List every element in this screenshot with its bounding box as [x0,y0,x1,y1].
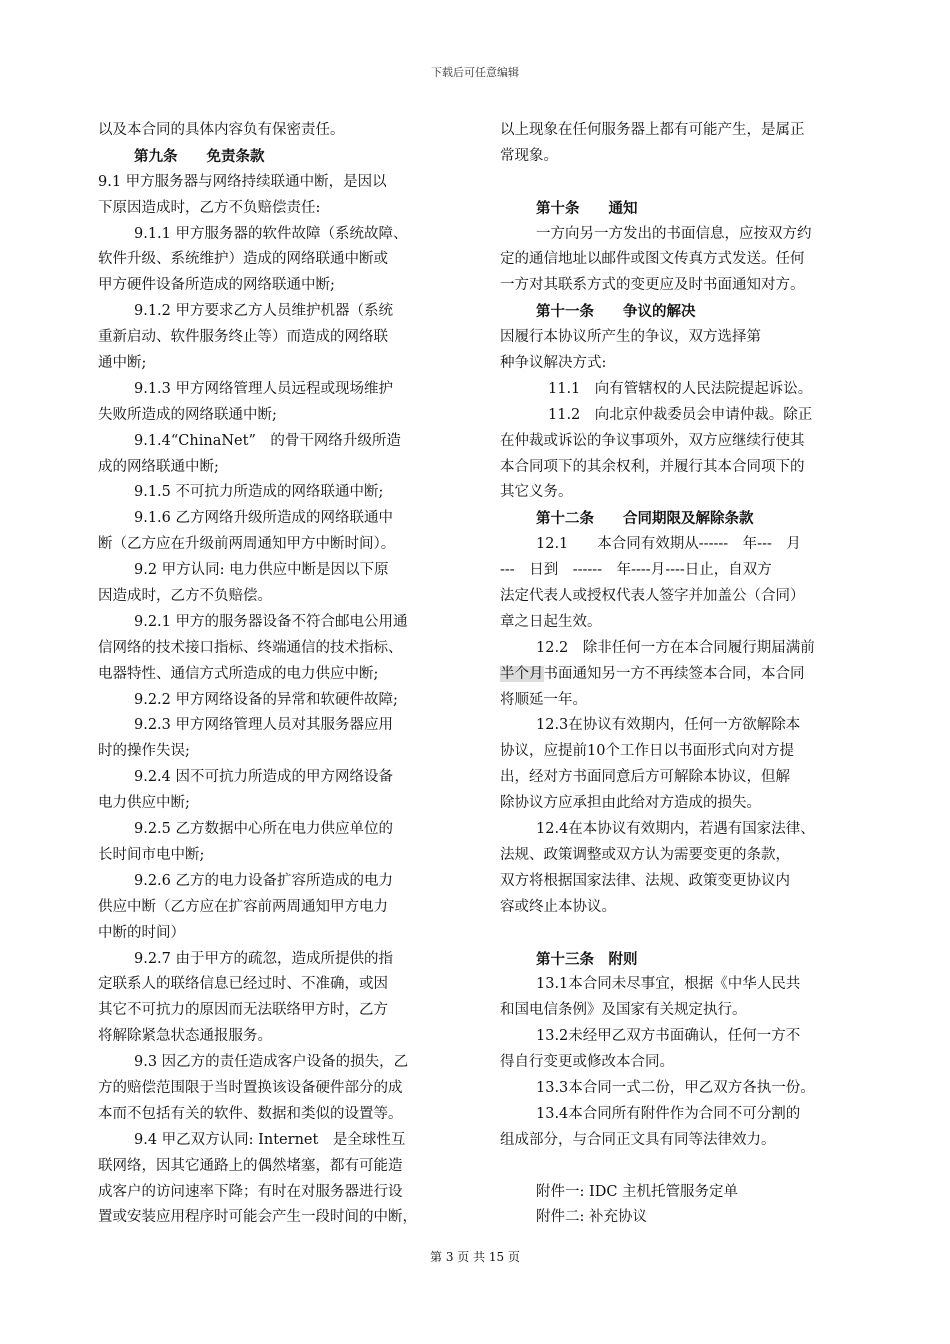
text-line: 12.3在协议有效期内，任何一方欲解除本 [536,717,801,734]
text-line: 中断的时间） [98,924,185,941]
text-line: 9.2.4 因不可抗力所造成的甲方网络设备 [134,769,394,786]
text-line: 9.1.1 甲方服务器的软件故障（系统故障、 [134,225,408,242]
section-heading: 第十三条 附则 [536,950,638,968]
text-line: 成客户的访问速率下降；有时在对服务器进行设 [98,1183,403,1200]
text-line: 双方将根据国家法律、法规、政策变更协议内 [500,872,790,889]
text-line: 联网络，因其它通路上的偶然堵塞，都有可能造 [98,1157,403,1174]
section-heading: 第九条 免责条款 [134,147,265,165]
text-line: 法定代表人或授权代表人签字并加盖公（合同） [500,588,805,605]
text-line: 组成部分，与合同正文具有同等法律效力。 [500,1131,776,1148]
text-line: 将解除紧急状态通报服务。 [98,1028,272,1045]
blank-line [500,921,858,947]
highlighted-text: 半个月 [500,665,544,682]
text-line: 11.2 向北京仲裁委员会申请仲裁。除正 [548,406,813,423]
text-line: 成的网络联通中断; [98,458,219,475]
text-line: 下原因造成时，乙方不负赔偿责任: [98,199,321,216]
text-line: 以上现象在任何服务器上都有可能产生，是属正 [500,122,805,138]
text-line: 9.2.2 甲方网络设备的异常和软硬件故障; [134,691,398,708]
text-line: 断（乙方应在升级前两周通知甲方中断时间）。 [98,536,396,553]
text-line: 9.2.7 由于甲方的疏忽，造成所提供的指 [134,950,394,967]
text-line: 电器特性、通信方式所造成的电力供应中断; [98,665,379,682]
blank-line [500,1154,858,1180]
text-line: 以及本合同的具体内容负有保密责任。 [98,122,345,138]
text-line: 容或终止本协议。 [500,898,616,915]
text-line: 法规、政策调整或双方认为需要变更的条款， [500,846,790,863]
text-line: 9.1.3 甲方网络管理人员远程或现场维护 [134,380,394,397]
text-line: 置或安装应用程序时可能会产生一段时间的中断， [98,1209,417,1226]
text-line: 软件升级、系统维护）造成的网络联通中断或 [98,251,388,268]
text-line: 通中断; [98,355,147,372]
text-line: 9.2.3 甲方网络管理人员对其服务器应用 [134,717,394,734]
left-column [98,118,470,1231]
text-line: 13.4本合同所有附件作为合同不可分割的 [536,1105,801,1122]
text-line: 将顺延一年。 [500,691,587,708]
text-line: 电力供应中断; [98,795,190,812]
page-footer: 第 3 页 共 15 页 [430,1250,520,1264]
text-line: 9.2.5 乙方数据中心所在电力供应单位的 [134,821,394,838]
text-line: 9.3 因乙方的责任造成客户设备的损失，乙 [134,1054,409,1071]
text-line: 得自行变更或修改本合同。 [500,1054,674,1071]
text-line: 方的赔偿范围限于当时置换该设备硬件部分的成 [98,1079,403,1096]
text-line: 出，经对方书面同意后方可解除本协议，但解 [500,769,790,786]
text-line: 12.1 本合同有效期从------ 年--- 月 [536,536,801,553]
text-line: 一方对其联系方式的变更应及时书面通知对方。 [500,277,805,294]
text-line: 13.1本合同未尽事宜，根据《中华人民共 [536,976,801,993]
text-line: 除协议方应承担由此给对方造成的损失。 [500,795,761,812]
text-line: 9.1.6 乙方网络升级所造成的网络联通中 [134,510,394,527]
text-line: 附件一: IDC 主机托管服务定单 [536,1183,739,1200]
text-line: 重新启动、软件服务终止等）而造成的网络联 [98,329,388,346]
text-line: 定联系人的联络信息已经过时、不准确，或因 [98,976,388,993]
text-line: 在仲裁或诉讼的争议事项外，双方应继续行使其 [500,432,805,449]
text-line: 12.4在本协议有效期内，若遇有国家法律、 [536,821,815,838]
text-line: 其它不可抗力的原因而无法联络甲方时，乙方 [98,1002,388,1019]
text-line: 13.2未经甲乙双方书面确认，任何一方不 [536,1028,801,1045]
text-line: 因履行本协议所产生的争议，双方选择第 [500,329,761,346]
text-line: 失败所造成的网络联通中断; [98,406,277,423]
text-line: 本而不包括有关的软件、数据和类似的设置等。 [98,1105,403,1122]
text-line: 定的通信地址以邮件或图文传真方式发送。任何 [500,251,805,268]
text-line: 9.4 甲乙双方认同: Internet 是全球性互 [134,1131,406,1148]
right-column [500,118,858,1231]
text-line: 因造成时，乙方不负赔偿。 [98,588,272,605]
text-line: 供应中断（乙方应在扩容前两周通知甲方电力 [98,898,388,915]
text-line: 9.1.5 不可抗力所造成的网络联通中断; [134,484,384,501]
text-line: 时的操作失误; [98,743,190,760]
text-line: 长时间市电中断; [98,846,205,863]
text-line: 本合同项下的其余权利，并履行其本合同项下的 [500,458,805,475]
text-line: 常现象。 [500,147,558,164]
section-heading: 第十一条 争议的解决 [536,303,696,321]
text-line: 其它义务。 [500,484,573,501]
text-line: 9.2.1 甲方的服务器设备不符合邮电公用通 [134,613,408,630]
section-heading: 第十条 通知 [536,199,638,217]
text-line: 9.1 甲方服务器与网络持续联通中断，是因以 [98,173,387,190]
text-line [500,662,858,688]
text-line: 13.3本合同一式二份，甲乙双方各执一份。 [536,1079,815,1096]
text-line: 一方向另一方发出的书面信息，应按双方约 [536,225,812,242]
text-line: 9.2.6 乙方的电力设备扩容所造成的电力 [134,872,394,889]
text-line: 协议，应提前10个工作日以书面形式向对方提 [500,743,794,760]
text-line: 附件二: 补充协议 [536,1209,647,1226]
text-line: 9.1.4“ChinaNet” 的骨干网络升级所造 [134,432,401,449]
text-line: 12.2 除非任何一方在本合同履行期届满前 [536,639,815,656]
text-line: 信网络的技术接口指标、终端通信的技术指标、 [98,639,403,656]
text-line: 11.1 向有管辖权的人民法院提起诉讼。 [548,380,813,397]
page-header: 下载后可任意编辑 [431,66,519,79]
text-line: 9.2 甲方认同: 电力供应中断是因以下原 [134,562,389,579]
text-span: 书面通知另一方不再续签本合同，本合同 [543,665,805,682]
text-line: 种争议解决方式: [500,355,607,372]
blank-line [500,170,858,196]
text-line: 9.1.2 甲方要求乙方人员维护机器（系统 [134,303,394,320]
text-line: --- 日到 ------ 年----月----日止，自双方 [500,562,772,579]
text-line: 章之日起生效。 [500,613,602,630]
text-line: 甲方硬件设备所造成的网络联通中断; [98,277,335,294]
text-line: 和国电信条例》及国家有关规定执行。 [500,1002,747,1019]
section-heading: 第十二条 合同期限及解除条款 [536,510,754,528]
